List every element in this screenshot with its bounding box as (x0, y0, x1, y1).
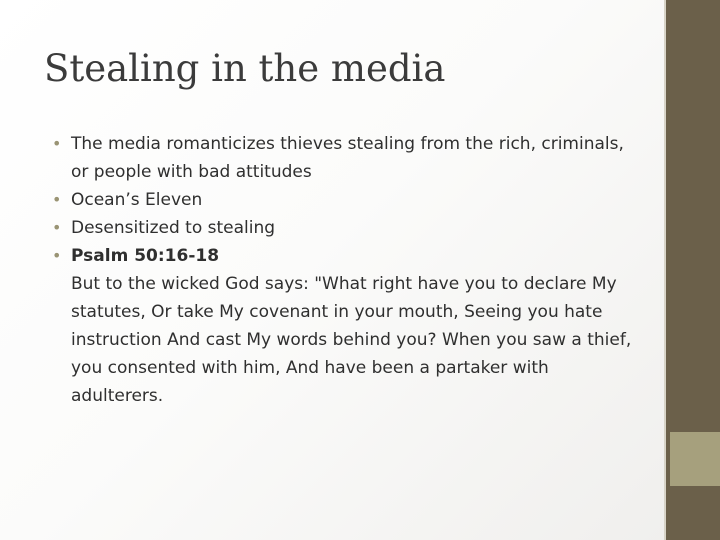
psalm-quote: But to the wicked God says: "What right have you to declare My statutes, Or take My covenant in your mouth, Seeing you hate instruction And cast My words behind you? When you saw a thief, you consented with him, And have been a partaker with adulterers. (71, 274, 632, 406)
bullet-text-oceans-eleven: Ocean’s Eleven (71, 190, 203, 210)
bullet-item-oceans-eleven (52, 186, 638, 214)
slide-title: Stealing in the media (44, 47, 446, 90)
psalm-reference: Psalm 50:16-18 (71, 246, 220, 266)
bullet-dot-icon: • (52, 134, 62, 153)
bullet-dot-icon: • (52, 246, 62, 265)
bullet-item-desensitized (52, 214, 638, 242)
bullet-text-desensitized: Desensitized to stealing (71, 218, 276, 238)
bullet-text-media: The media romanticizes thieves stealing from the rich, criminals, or people with bad attitudes (71, 134, 624, 182)
bullet-item-psalm (52, 242, 638, 410)
side-accent-block (670, 432, 720, 486)
bullet-dot-icon: • (52, 190, 62, 209)
bullet-list (52, 130, 638, 410)
bullet-item-media (52, 130, 638, 186)
bullet-dot-icon: • (52, 218, 62, 237)
